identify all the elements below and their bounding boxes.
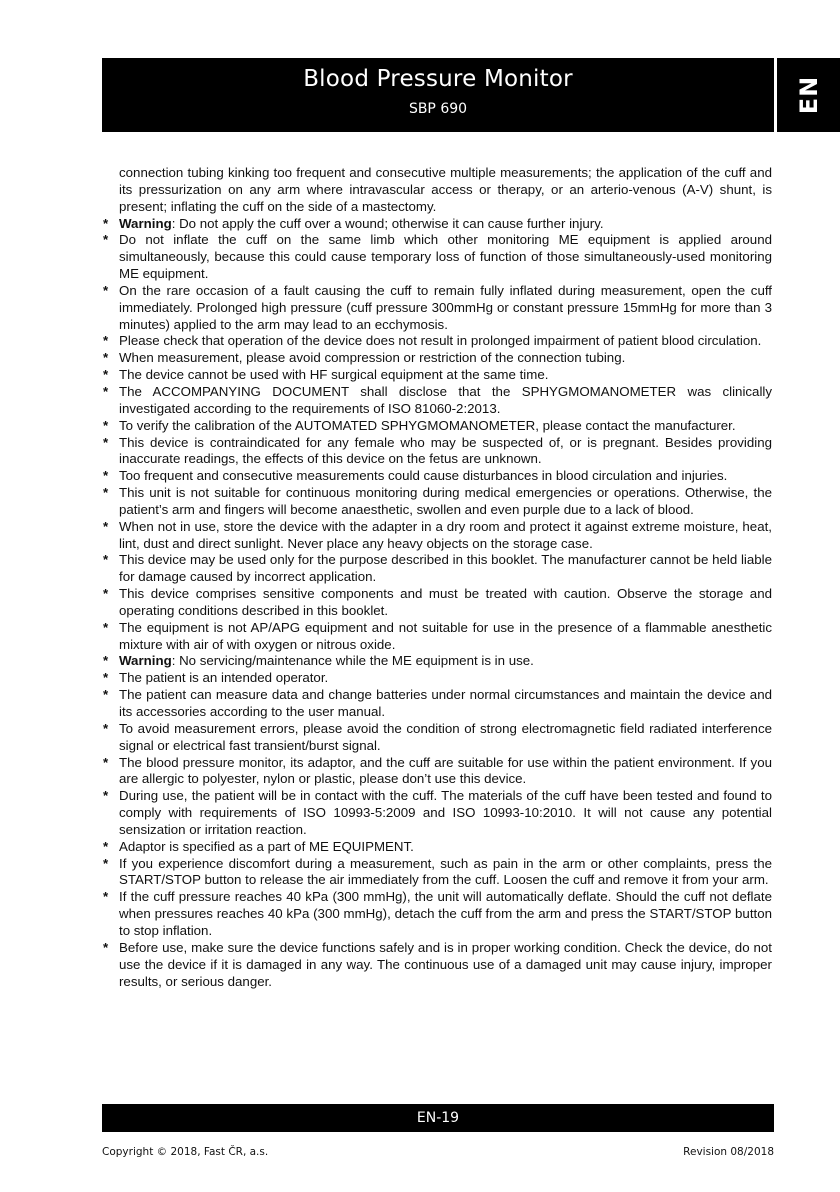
bullet-asterisk: * (103, 383, 109, 399)
safety-item (101, 839, 772, 856)
safety-item (101, 889, 772, 940)
safety-item (101, 418, 772, 435)
item-text: Before use, make sure the device functions safely and is in proper working condition. Check the device, do not use the device if it is damaged in any way. The continuous use of a damaged unit may cause injury, improper results, or serious danger. (119, 939, 772, 989)
model-number: SBP 690 (408, 101, 468, 117)
item-text: This device is contraindicated for any female who may be suspected of, or is pregnant. Besides providing inaccurate readings, the effects of this device on the fetus are unknown. (119, 434, 772, 467)
item-text: The ACCOMPANYING DOCUMENT shall disclose that the SPHYGMOMANOMETER was clinically investigated according to the requirements of ISO 81060-2:2013. (119, 383, 772, 416)
safety-item (101, 788, 772, 839)
bullet-asterisk: * (103, 282, 109, 298)
safety-item (101, 435, 772, 469)
safety-item (101, 384, 772, 418)
safety-instructions (101, 165, 772, 990)
bullet-asterisk: * (103, 720, 109, 736)
safety-item (101, 468, 772, 485)
safety-item (101, 333, 772, 350)
safety-item (101, 216, 772, 233)
item-text: When measurement, please avoid compression or restriction of the connection tubing. (119, 350, 626, 366)
item-text: : Do not apply the cuff over a wound; otherwise it can cause further injury. (171, 215, 604, 231)
safety-item (101, 485, 772, 519)
bullet-asterisk: * (103, 788, 109, 804)
bullet-asterisk: * (103, 468, 109, 484)
bullet-asterisk: * (103, 232, 109, 248)
item-text: On the rare occasion of a fault causing the cuff to remain fully inflated during measurement, open the cuff immediately. Prolonged high pressure (cuff pressure 300mmHg or constant pressure 15mmHg for more than 3 minutes) applied to the arm may lead to an ecchymosis. (119, 282, 772, 332)
bullet-asterisk: * (103, 838, 109, 854)
safety-item (101, 519, 772, 553)
revision-label: Revision 08/2018 (683, 1146, 774, 1158)
item-text: The patient can measure data and change batteries under normal circumstances and maintain the device and its accessories according to the user manual. (119, 687, 772, 719)
bullet-asterisk: * (103, 939, 109, 955)
safety-item (101, 755, 772, 789)
safety-item (101, 687, 772, 721)
language-label: EN (795, 75, 823, 115)
item-text: When not in use, store the device with the adapter in a dry room and protect it against extreme moisture, heat, lint, dust and direct sunlight. Never place any heavy objects on the storage case. (119, 518, 772, 551)
item-text: The equipment is not AP/APG equipment and not suitable for use in the presence of a flammable anesthetic mixture with air of with oxygen or nitrous oxide. (119, 619, 772, 652)
item-text: This device comprises sensitive components and must be treated with caution. Observe the storage and operating conditions described in this booklet. (119, 586, 772, 618)
item-text: Adaptor is specified as a part of ME EQUIPMENT. (119, 838, 414, 854)
safety-item (101, 552, 772, 586)
item-text: If the cuff pressure reaches 40 kPa (300 mmHg), the unit will automatically deflate. Should the cuff not deflate when pressures reaches 40 kPa (300 mmHg), detach the cuff from the arm and press the START/STOP button to stop inflation. (119, 889, 772, 938)
bullet-asterisk: * (103, 687, 109, 703)
item-text: The blood pressure monitor, its adaptor, and the cuff are suitable for use within the patient environment. If you are allergic to polyester, nylon or plastic, please don’t use this device. (119, 754, 772, 787)
bullet-asterisk: * (103, 350, 109, 366)
safety-item (101, 367, 772, 384)
item-text: Please check that operation of the device does not result in prolonged impairment of patient blood circulation. (119, 333, 762, 349)
item-text: To avoid measurement errors, please avoid the condition of strong electromagnetic field radiated interference signal or electrical fast transient/burst signal. (119, 720, 772, 753)
item-text: : No servicing/maintenance while the ME equipment is in use. (171, 653, 534, 669)
safety-item (101, 586, 772, 620)
bullet-asterisk: * (103, 754, 109, 770)
safety-list (101, 216, 772, 991)
safety-item (101, 721, 772, 755)
bullet-asterisk: * (103, 670, 109, 686)
bullet-asterisk: * (103, 889, 109, 905)
safety-item (101, 620, 772, 654)
bullet-asterisk: * (103, 215, 109, 231)
item-text: During use, the patient will be in contact with the cuff. The materials of the cuff have been tested and found to comply with requirements of ISO 10993-5:2009 and ISO 10993-10:2010. It will not cause any potential sensization or irritation reaction. (119, 788, 772, 837)
bullet-asterisk: * (103, 855, 109, 871)
bullet-asterisk: * (103, 552, 109, 568)
bullet-asterisk: * (103, 417, 109, 433)
intro-paragraph: connection tubing kinking too frequent and consecutive multiple measurements; the application of the cuff and its pressurization on any arm where intravascular access or therapy, or an arterio-venous (A-V) shunt, is present; inflating the cuff on the side of a mastectomy. (119, 165, 772, 214)
safety-item (101, 653, 772, 670)
safety-item (101, 670, 772, 687)
bullet-asterisk: * (103, 518, 109, 534)
bullet-asterisk: * (103, 434, 109, 450)
page-number: EN-19 (416, 1110, 460, 1126)
header-bar (102, 58, 774, 132)
safety-item (101, 350, 772, 367)
safety-item (101, 940, 772, 991)
item-text: The patient is an intended operator. (119, 670, 329, 686)
language-tab (777, 58, 840, 132)
item-text: Too frequent and consecutive measurements could cause disturbances in blood circulation and injuries. (119, 468, 728, 484)
safety-item (101, 283, 772, 334)
bullet-asterisk: * (103, 619, 109, 635)
warning-label: Warning (119, 653, 172, 669)
page-number-bar (102, 1104, 774, 1132)
item-text: If you experience discomfort during a measurement, such as pain in the arm or other complaints, press the START/STOP button to release the air immediately from the cuff. Loosen the cuff and remove it from your arm. (119, 855, 772, 888)
bullet-asterisk: * (103, 586, 109, 602)
item-text: This device may be used only for the purpose described in this booklet. The manufacturer cannot be held liable for damage caused by incorrect application. (119, 552, 772, 585)
bullet-asterisk: * (103, 653, 109, 669)
document-title: Blood Pressure Monitor (303, 66, 573, 92)
safety-item (101, 856, 772, 890)
warning-label: Warning (119, 215, 172, 231)
bullet-asterisk: * (103, 333, 109, 349)
item-text: Do not inflate the cuff on the same limb which other monitoring ME equipment is applied around simultaneously, because this could cause temporary loss of function of those simultaneously-used monitoring ME equipment. (119, 232, 772, 282)
copyright-notice: Copyright © 2018, Fast ČR, a.s. (102, 1146, 269, 1158)
bullet-asterisk: * (103, 367, 109, 383)
item-text: The device cannot be used with HF surgical equipment at the same time. (119, 367, 549, 383)
bullet-asterisk: * (103, 485, 109, 501)
safety-item (101, 232, 772, 283)
item-text: This unit is not suitable for continuous monitoring during medical emergencies or operations. Otherwise, the patient’s arm and fingers will become anaesthetic, swollen and even purple due to a lack of blood. (119, 485, 772, 517)
item-text: To verify the calibration of the AUTOMATED SPHYGMOMANOMETER, please contact the manufacturer. (119, 417, 736, 433)
